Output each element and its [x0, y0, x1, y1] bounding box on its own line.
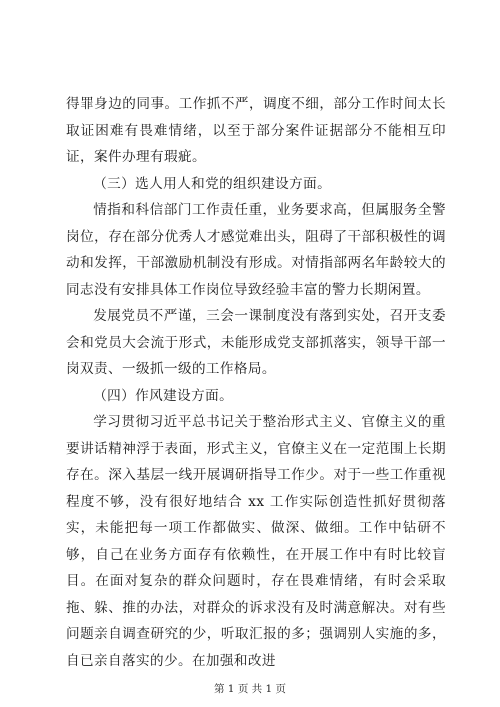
- section-heading-4: （四）作风建设方面。: [93, 387, 234, 404]
- page-number-footer: 第 1 页 共 1 页: [213, 683, 287, 695]
- paragraph: 发展党员不严谨，三会一课制度没有落到实处，召开支委会和党员大会流于形式，未能形成党支部抓落实，领导干部一岗双责、一级抓一级的工作格局。: [66, 308, 446, 377]
- section-heading-3: （三）选人用人和党的组织建设方面。: [93, 175, 332, 192]
- paragraph-continuation: 得罪身边的同事。工作抓不严，调度不细，部分工作时间太长取证困难有畏难情绪，以至于部分案件证据部分不能相互印证，案件办理有瑕疵。: [66, 96, 446, 165]
- paragraph: 情指和科信部门工作责任重，业务要求高，但属服务全警岗位，存在部分优秀人才感觉难出头，阻碍了干部积极性的调动和发挥，干部激励机制没有形成。对情指部两名年龄较大的同志没有安排具体工作岗位导致经验丰富的警力长期闲置。: [66, 202, 446, 298]
- document-body: [66, 91, 446, 674]
- paragraph: 学习贯彻习近平总书记关于整治形式主义、官僚主义的重要讲话精神浮于表面，形式主义，官僚主义在一定范围上长期存在。深入基层一线开展调研指导工作少。对于一些工作重视程度不够，没有很好地结合 xx 工作实际创造性抓好贯彻落实，未能把每一项工作都做实、做深、做细。工作中钻研不够，自己在业务方面存有依赖性，在开展工作中有时比较盲目。在面对复杂的群众问题时，存在畏难情绪，有时会采取拖、躲、推的办法，对群众的诉求没有及时满意解决。对有些问题亲自调查研究的少，听取汇报的多；强调别人实施的多，自已亲自落实的少。在加强和改进: [66, 414, 446, 669]
